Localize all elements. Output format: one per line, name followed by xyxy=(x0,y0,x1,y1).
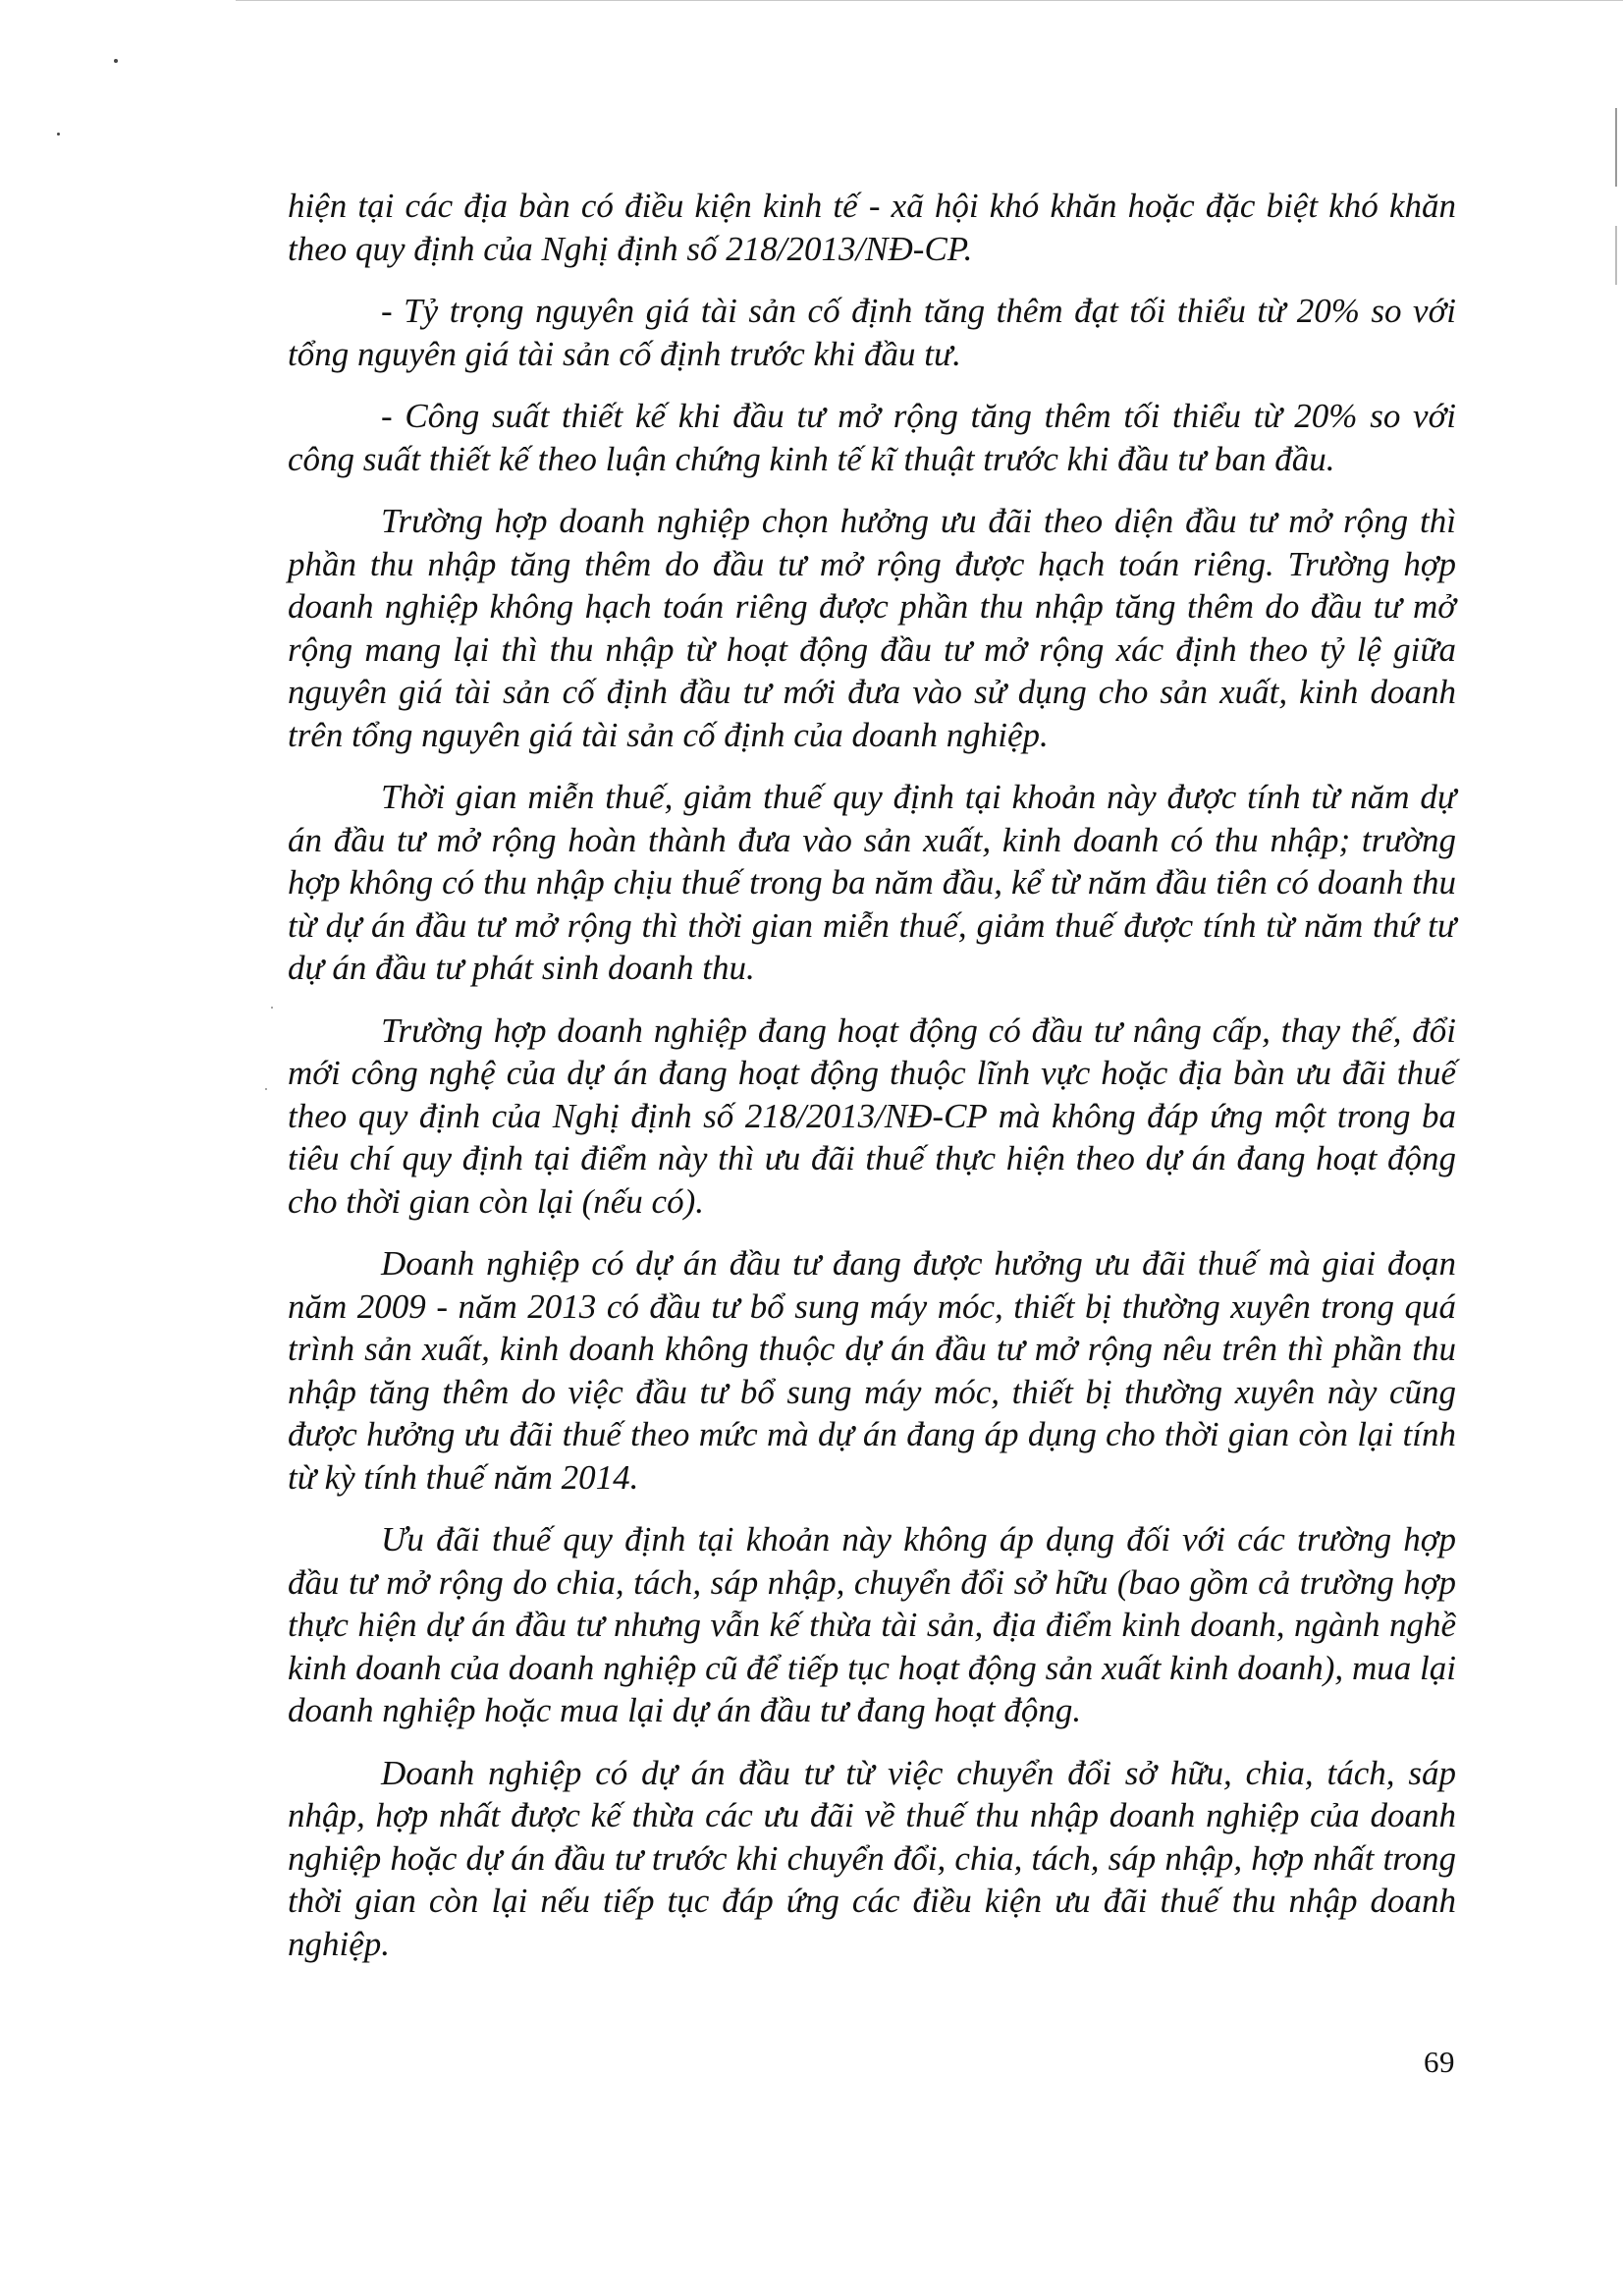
paragraph-additional-equipment: Doanh nghiệp có dự án đầu tư đang được hưởng ưu đãi thuế mà giai đoạn năm 2009 - năm 2013 có đầu tư bổ sung máy móc, thiết bị thường xuyên trong quá trình sản xuất, kinh doanh không thuộc dự án đầu tư mở rộng nêu trên thì phần thu nhập tăng thêm do việc đầu tư bổ sung máy móc, thiết bị thường xuyên này cũng được hưởng ưu đãi thuế theo mức mà dự án đang áp dụng cho thời gian còn lại tính từ kỳ tính thuế năm 2014. xyxy=(288,1244,1456,1497)
scan-speck xyxy=(271,1007,273,1009)
paragraph-exclusions: Ưu đãi thuế quy định tại khoản này không áp dụng đối với các trường hợp đầu tư mở rộng do chia, tách, sáp nhập, chuyển đổi sở hữu (bao gồm cả trường hợp thực hiện dự án đầu tư nhưng vẫn kế thừa tài sản, địa điểm kinh doanh, ngành nghề kinh doanh của doanh nghiệp cũ để tiếp tục hoạt động sản xuất kinh doanh), mua lại doanh nghiệp hoặc mua lại dự án đầu tư đang hoạt động. xyxy=(288,1520,1456,1729)
scan-right-edge-mark-lower xyxy=(1615,226,1617,285)
scan-top-edge xyxy=(236,0,1623,1)
paragraph-separate-accounting: Trường hợp doanh nghiệp chọn hưởng ưu đãi theo diện đầu tư mở rộng thì phần thu nhập tăng thêm do đầu tư mở rộng được hạch toán riêng. Trường hợp doanh nghiệp không hạch toán riêng được phần thu nhập tăng thêm do đầu tư mở rộng mang lại thì thu nhập từ hoạt động đầu tư mở rộng xác định theo tỷ lệ giữa nguyên giá tài sản cố định đầu tư mới đưa vào sử dụng cho sản xuất, kinh doanh trên tổng nguyên giá tài sản cố định của doanh nghiệp. xyxy=(288,502,1456,754)
paragraph-criterion-capacity: - Công suất thiết kế khi đầu tư mở rộng tăng thêm tối thiểu từ 20% so với công suất thiết kế theo luận chứng kinh tế kĩ thuật trước khi đầu tư ban đầu. xyxy=(288,397,1456,478)
paragraph-inherited-incentives: Doanh nghiệp có dự án đầu tư từ việc chuyển đổi sở hữu, chia, tách, sáp nhập, hợp nhất được kế thừa các ưu đãi về thuế thu nhập doanh nghiệp của doanh nghiệp hoặc dự án đầu tư trước khi chuyển đổi, chia, tách, sáp nhập, hợp nhất trong thời gian còn lại nếu tiếp tục đáp ứng các điều kiện ưu đãi thuế thu nhập doanh nghiệp. xyxy=(288,1753,1456,1963)
page-number: 69 xyxy=(1424,2045,1455,2079)
paragraph-criterion-asset-ratio: - Tỷ trọng nguyên giá tài sản cố định tăng thêm đạt tối thiểu từ 20% so với tổng nguyên giá tài sản cố định trước khi đầu tư. xyxy=(288,292,1456,373)
paragraph-continuation: hiện tại các địa bàn có điều kiện kinh tế - xã hội khó khăn hoặc đặc biệt khó khăn theo quy định của Nghị định số 218/2013/NĐ-CP. xyxy=(288,187,1456,268)
scan-speck xyxy=(57,133,60,136)
scan-right-edge-mark xyxy=(1615,108,1617,187)
scan-speck xyxy=(265,1088,267,1090)
paragraph-exemption-period: Thời gian miễn thuế, giảm thuế quy định tại khoản này được tính từ năm dự án đầu tư mở rộng hoàn thành đưa vào sản xuất, kinh doanh có thu nhập; trường hợp không có thu nhập chịu thuế trong ba năm đầu, kể từ năm đầu tiên có doanh thu từ dự án đầu tư mở rộng thì thời gian miễn thuế, giảm thuế được tính từ năm thứ tư dự án đầu tư phát sinh doanh thu. xyxy=(288,778,1456,987)
paragraph-upgrade-investment: Trường hợp doanh nghiệp đang hoạt động có đầu tư nâng cấp, thay thế, đổi mới công nghệ của dự án đang hoạt động thuộc lĩnh vực hoặc địa bàn ưu đãi thuế theo quy định của Nghị định số 218/2013/NĐ-CP mà không đáp ứng một trong ba tiêu chí quy định tại điểm này thì ưu đãi thuế thực hiện theo dự án đang hoạt động cho thời gian còn lại (nếu có). xyxy=(288,1011,1456,1221)
document-body xyxy=(288,185,1456,1985)
scan-speck xyxy=(114,59,118,63)
